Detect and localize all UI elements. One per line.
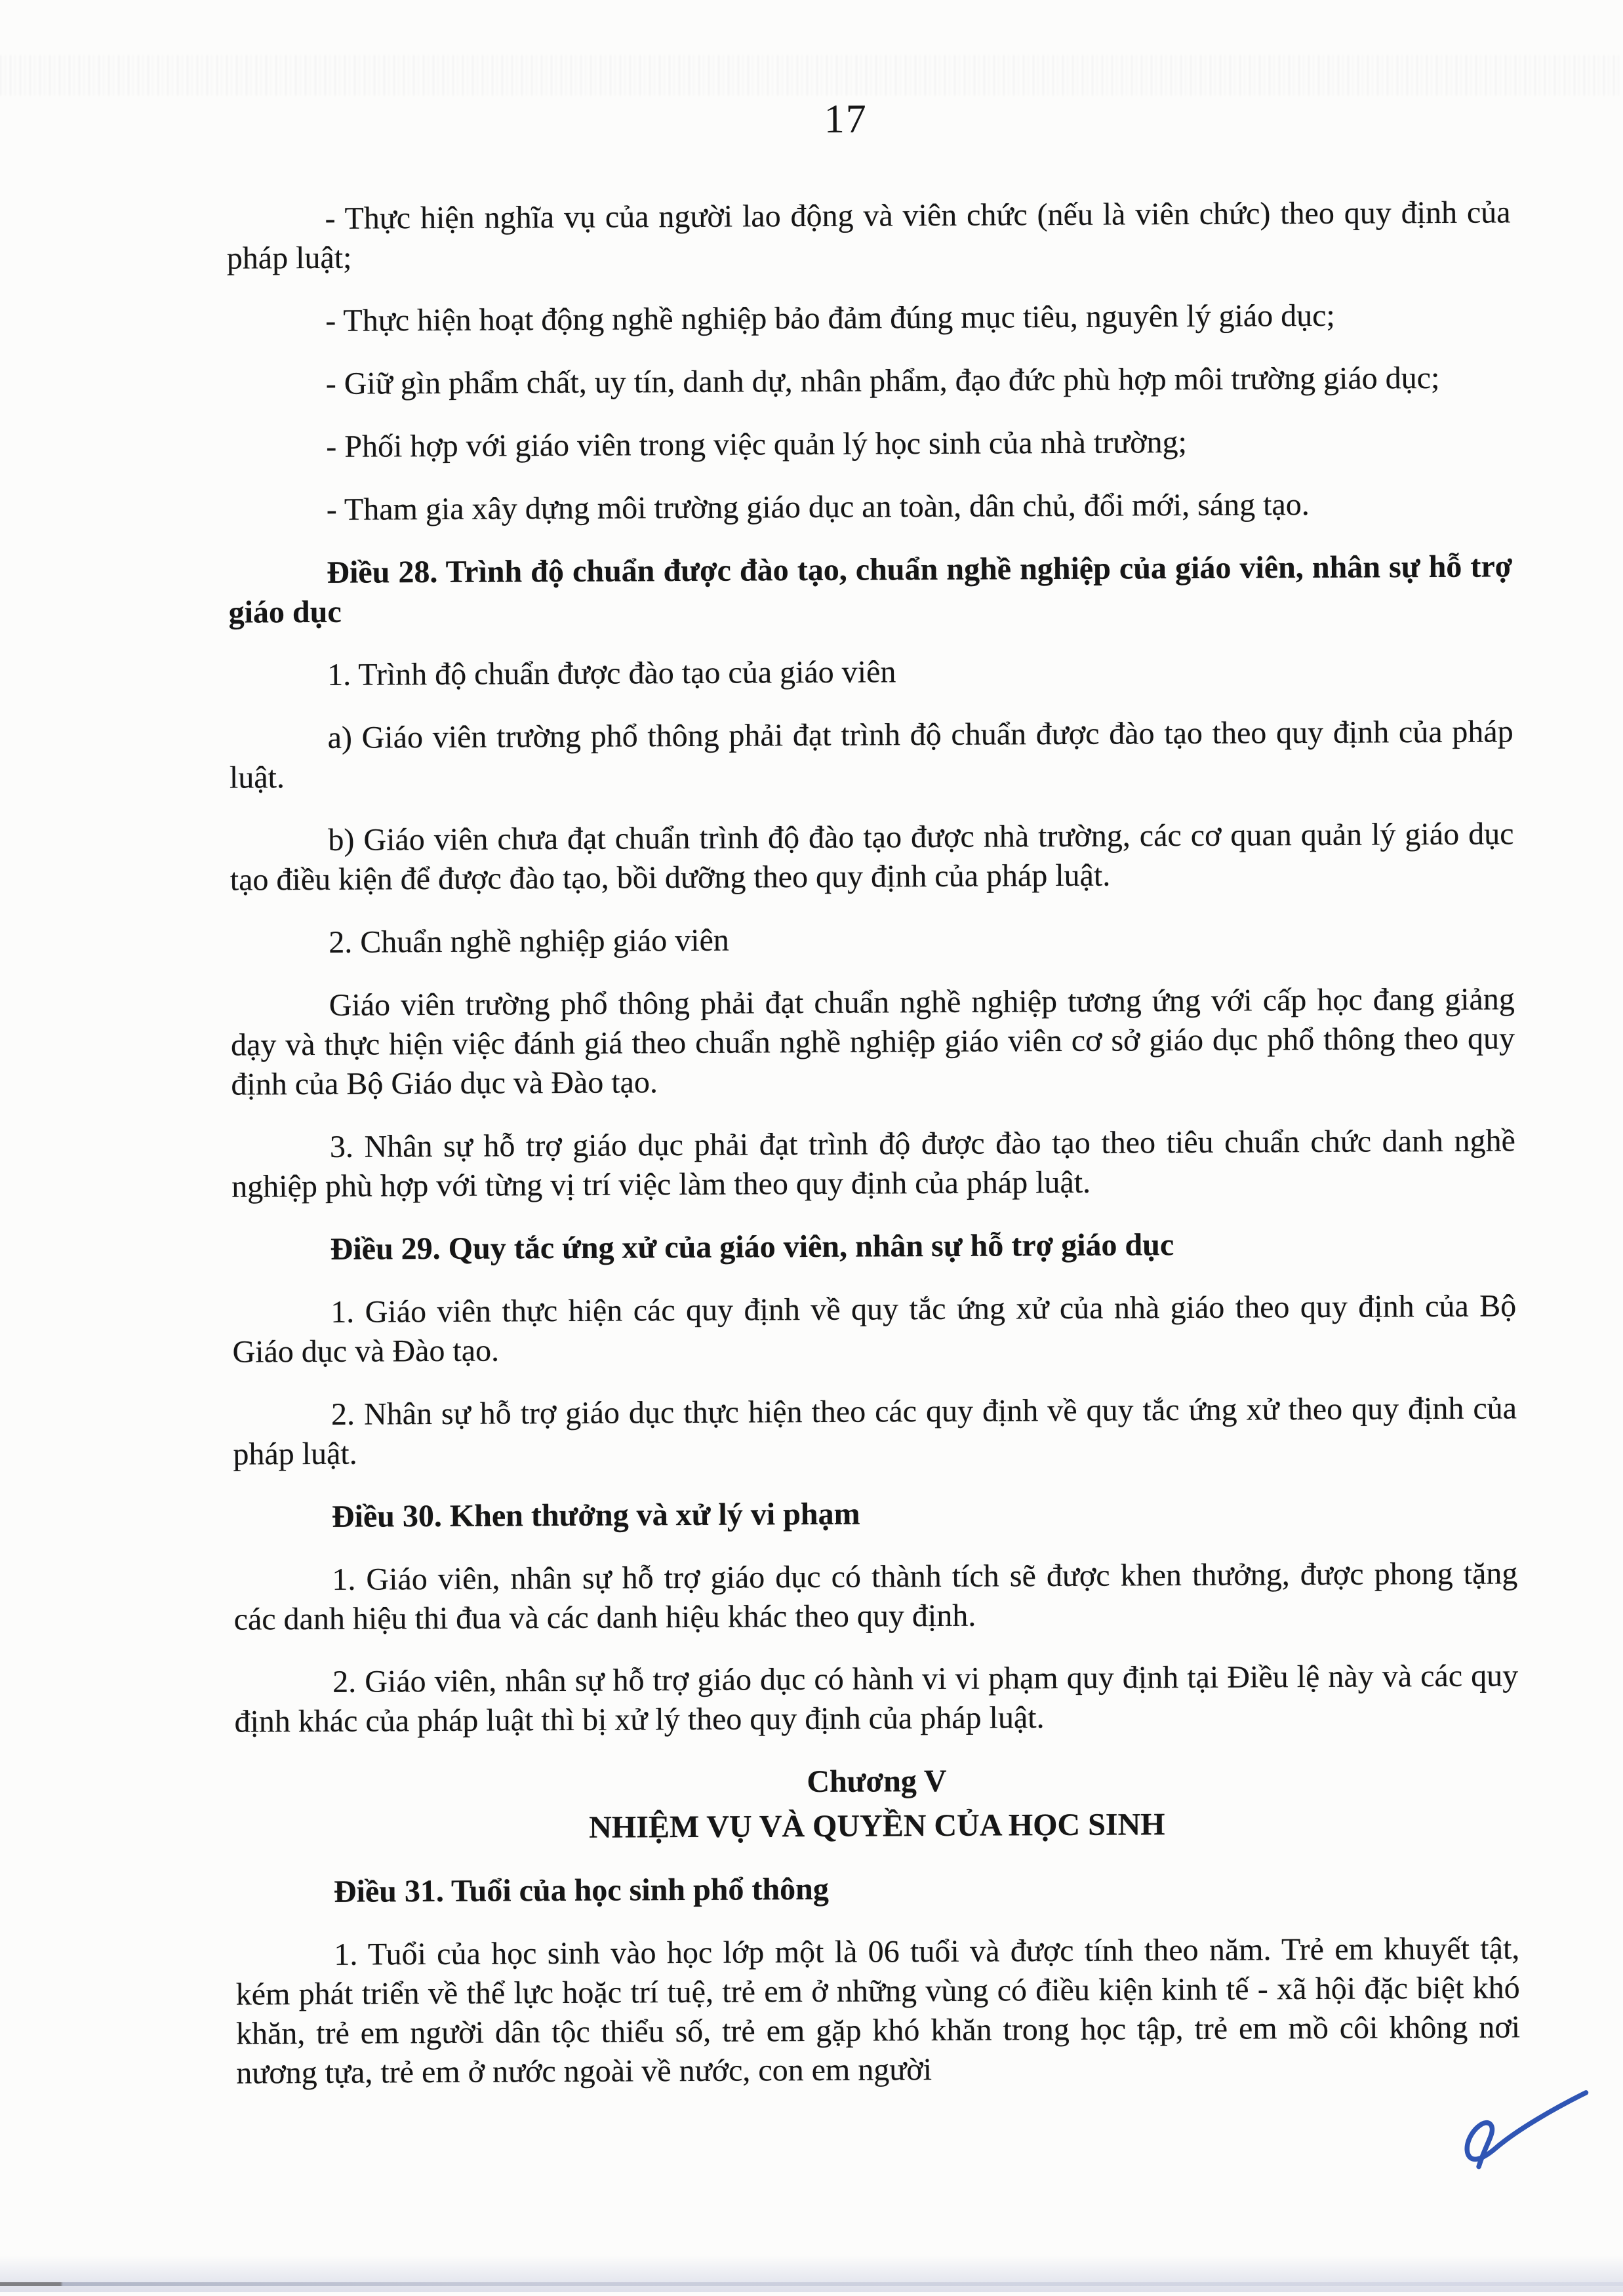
chapter-5-title: NHIỆM VỤ VÀ QUYỀN CỦA HỌC SINH <box>589 1807 1165 1845</box>
document-body <box>226 193 1520 2093</box>
scan-edge-line <box>0 2282 1623 2286</box>
duty-item-professional-activity: - Thực hiện hoạt động nghề nghiệp bảo đảm đúng mục tiêu, nguyên lý giáo dục; <box>325 298 1335 338</box>
blue-pen-mark <box>1451 2086 1593 2180</box>
article-30-heading: Điều 30. Khen thưởng và xử lý vi phạm <box>331 1496 860 1534</box>
clause-29-2: 2. Nhân sự hỗ trợ giáo dục thực hiện theo các quy định về quy tắc ứng xử theo quy định của pháp luật. <box>233 1391 1517 1472</box>
duty-item-coordination: - Phối hợp với giáo viên trong việc quản lý học sinh của nhà trường; <box>326 424 1188 464</box>
clause-30-1: 1. Giáo viên, nhân sự hỗ trợ giáo dục có thành tích sẽ được khen thưởng, được phong tặng các danh hiệu thi đua và các danh hiệu khác theo quy định. <box>233 1556 1518 1637</box>
duty-item-labor-law: - Thực hiện nghĩa vụ của người lao động và viên chức (nếu là viên chức) theo quy định của pháp luật; <box>226 195 1511 276</box>
article-29-heading: Điều 29. Quy tắc ứng xử của giáo viên, nhân sự hỗ trợ giáo dục <box>330 1227 1174 1267</box>
point-28-1-b: b) Giáo viên chưa đạt chuẩn trình độ đào tạo được nhà trường, các cơ quan quản lý giáo dục tạo điều kiện để được đào tạo, bồi dưỡng theo quy định của pháp luật. <box>230 816 1514 898</box>
clause-28-2: 2. Chuẩn nghề nghiệp giáo viên <box>329 922 729 960</box>
point-28-1-a: a) Giáo viên trường phổ thông phải đạt trình độ chuẩn được đào tạo theo quy định của pháp luật. <box>229 714 1513 795</box>
clause-28-1: 1. Trình độ chuẩn được đào tạo của giáo viên <box>327 654 896 692</box>
scan-edge-bottom <box>0 2255 1623 2292</box>
clause-28-2-body: Giáo viên trường phổ thông phải đạt chuẩn nghề nghiệp tương ứng với cấp học đang giảng dạy và thực hiện việc đánh giá theo chuẩn nghề nghiệp giáo viên cơ sở giáo dục phổ thông theo quy định của Bộ Giáo dục và Đào tạo. <box>230 981 1515 1102</box>
article-31-heading: Điều 31. Tuổi của học sinh phổ thông <box>333 1871 829 1909</box>
duty-item-environment: - Tham gia xây dựng môi trường giáo dục an toàn, dân chủ, đổi mới, sáng tạo. <box>326 487 1310 527</box>
page-number: 17 <box>824 96 868 142</box>
duty-item-dignity: - Giữ gìn phẩm chất, uy tín, danh dự, nhân phẩm, đạo đức phù hợp môi trường giáo dục; <box>325 360 1440 401</box>
clause-29-1: 1. Giáo viên thực hiện các quy định về quy tắc ứng xử của nhà giáo theo quy định của Bộ Giáo dục và Đào tạo. <box>232 1288 1517 1370</box>
clause-31-1: 1. Tuổi của học sinh vào học lớp một là 06 tuổi và được tính theo năm. Trẻ em khuyết tật, kém phát triển về thể lực hoặc trí tuệ, trẻ em ở những vùng có điều kiện kinh tế - xã hội đặc biệt khó khăn, trẻ em người dân tộc thiểu số, trẻ em gặp khó khăn trong học tập, trẻ em mồ côi không nơi nương tựa, trẻ em ở nước ngoài về nước, con em người <box>235 1931 1521 2091</box>
clause-30-2: 2. Giáo viên, nhân sự hỗ trợ giáo dục có hành vi vi phạm quy định tại Điều lệ này và các quy định khác của pháp luật thì bị xử lý theo quy định của pháp luật. <box>234 1658 1519 1739</box>
chapter-5-label: Chương V <box>807 1763 947 1800</box>
article-28-heading: Điều 28. Trình độ chuẩn được đào tạo, chuẩn nghề nghiệp của giáo viên, nhân sự hỗ trợ giáo dục <box>228 549 1513 630</box>
clause-28-3: 3. Nhân sự hỗ trợ giáo dục phải đạt trình độ được đào tạo theo tiêu chuẩn chức danh nghề nghiệp phù hợp với từng vị trí việc làm theo quy định của pháp luật. <box>231 1123 1516 1204</box>
